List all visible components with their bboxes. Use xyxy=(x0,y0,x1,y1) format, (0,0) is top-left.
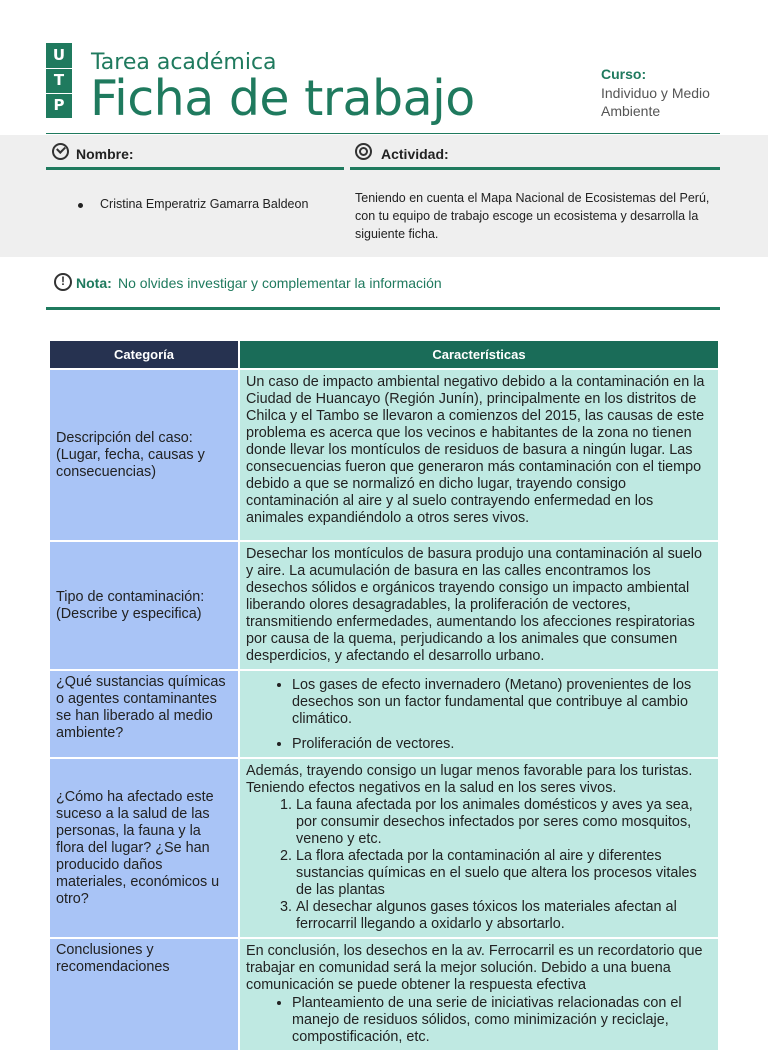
cell-intro: En conclusión, los desechos en la av. Ferrocarril es un recordatorio que trabajar en comunidad será la mejor solución. Debido a una buena comunicación se puede obtener la respuesta efectiva xyxy=(246,943,703,993)
cell-intro: Además, trayendo consigo un lugar menos favorable para los turistas. Teniendo efectos negativos en la salud en los seres vivos. xyxy=(246,763,693,796)
table-row xyxy=(50,370,718,540)
logo-letter-u: U xyxy=(52,46,66,64)
list-item: 2. La flora afectada por la contaminación al aire y diferentes sustancias químicas en el suelo que altera los procesos vitales de las plantas xyxy=(296,848,712,899)
table-row xyxy=(50,542,718,669)
document-title: Ficha de trabajo xyxy=(90,70,475,127)
header-divider xyxy=(46,133,720,134)
column-header-characteristics: Características xyxy=(240,341,718,368)
bullet-list xyxy=(292,995,712,1046)
characteristics-cell xyxy=(240,759,718,937)
logo-letter-p: P xyxy=(53,96,65,114)
target-icon xyxy=(355,143,372,160)
utp-logo xyxy=(46,43,72,118)
name-field-header xyxy=(46,140,344,170)
bullet-icon xyxy=(78,203,83,208)
logo-letter-t: T xyxy=(53,71,65,89)
table-row xyxy=(50,759,718,937)
course-value: Individuo y Medio Ambiente xyxy=(601,85,710,119)
numbered-list xyxy=(296,797,712,933)
note-divider xyxy=(46,307,720,310)
list-item: • Proliferación de vectores. xyxy=(292,736,712,753)
activity-field-header xyxy=(350,140,720,170)
activity-text: Teniendo en cuenta el Mapa Nacional de Ecosistemas del Perú, con tu equipo de trabajo escoge un ecosistema y desarrolla la siguiente ficha. xyxy=(355,191,710,241)
worksheet-table xyxy=(48,339,720,1052)
characteristics-cell: Un caso de impacto ambiental negativo debido a la contaminación en la Ciudad de Huancayo (Región Junín), principalmente en los distritos de Chilca y el Tambo se llevaron a comienzos del 2015, las causas de este problema es acerca que los vecinos e habitantes de la zona no tienen donde llevar los montículos de residuos de basura a ningún lugar. Las consecuencias fueron que generaron más contaminación con el tiempo debido a que se normalizó en dicho lugar, trayendo consigo contaminación al aire y al suelo contrayendo enfermedad en los animales expandiéndolo a otros seres vivos. xyxy=(240,370,718,540)
activity-label: Actividad: xyxy=(381,146,449,162)
bullet-list xyxy=(292,677,712,753)
characteristics-cell: Desechar los montículos de basura produjo una contaminación al suelo y aire. La acumulación de basura en las calles encontramos los desechos sólidos e orgánicos trayendo consigo un impacto ambiental liberando olores desagradables, la proliferación de vectores, transmitiendo enfermedades, aumentando los afecciones respiratorias por causa de la quema, perjudicando a los animales que consumen desperdicios, y afectando el desarrollo urbano. xyxy=(240,542,718,669)
list-item: 1. La fauna afectada por los animales domésticos y aves ya sea, por consumir desechos infectados por seres como mosquitos, veneno y etc. xyxy=(296,797,712,848)
note-text: No olvides investigar y complementar la información xyxy=(118,275,442,291)
category-cell: Tipo de contaminación: (Describe y especifica) xyxy=(50,542,238,669)
check-circle-icon xyxy=(52,143,69,160)
name-label: Nombre: xyxy=(76,146,134,162)
table-header-row xyxy=(50,341,718,368)
table-row xyxy=(50,671,718,757)
alert-icon xyxy=(54,273,72,291)
category-cell: Descripción del caso: (Lugar, fecha, causas y consecuencias) xyxy=(50,370,238,540)
list-item: • Los gases de efecto invernadero (Metano) provenientes de los desechos son un factor fundamental que contribuye al cambio climático. xyxy=(292,677,712,728)
category-cell: ¿Cómo ha afectado este suceso a la salud de las personas, la fauna y la flora del lugar? ¿Se han producido daños materiales, económicos u otro? xyxy=(50,759,238,937)
student-name: Cristina Emperatriz Gamarra Baldeon xyxy=(100,197,309,211)
note-label: Nota: xyxy=(76,275,112,291)
characteristics-cell xyxy=(240,671,718,757)
table-row xyxy=(50,939,718,1050)
category-cell: Conclusiones y recomendaciones xyxy=(50,939,238,1050)
category-cell: ¿Qué sustancias químicas o agentes contaminantes se han liberado al medio ambiente? xyxy=(50,671,238,757)
column-header-category: Categoría xyxy=(50,341,238,368)
list-item: • Planteamiento de una serie de iniciativas relacionadas con el manejo de residuos sólidos, como minimización y reciclaje, compostificación, etc. xyxy=(292,995,712,1046)
characteristics-cell xyxy=(240,939,718,1050)
document-subtitle: Tarea académica xyxy=(91,50,277,75)
list-item: 3. Al desechar algunos gases tóxicos los materiales afectan al ferrocarril llegando a oxidarlo y absortarlo. xyxy=(296,899,712,933)
course-label: Curso: xyxy=(601,66,647,82)
